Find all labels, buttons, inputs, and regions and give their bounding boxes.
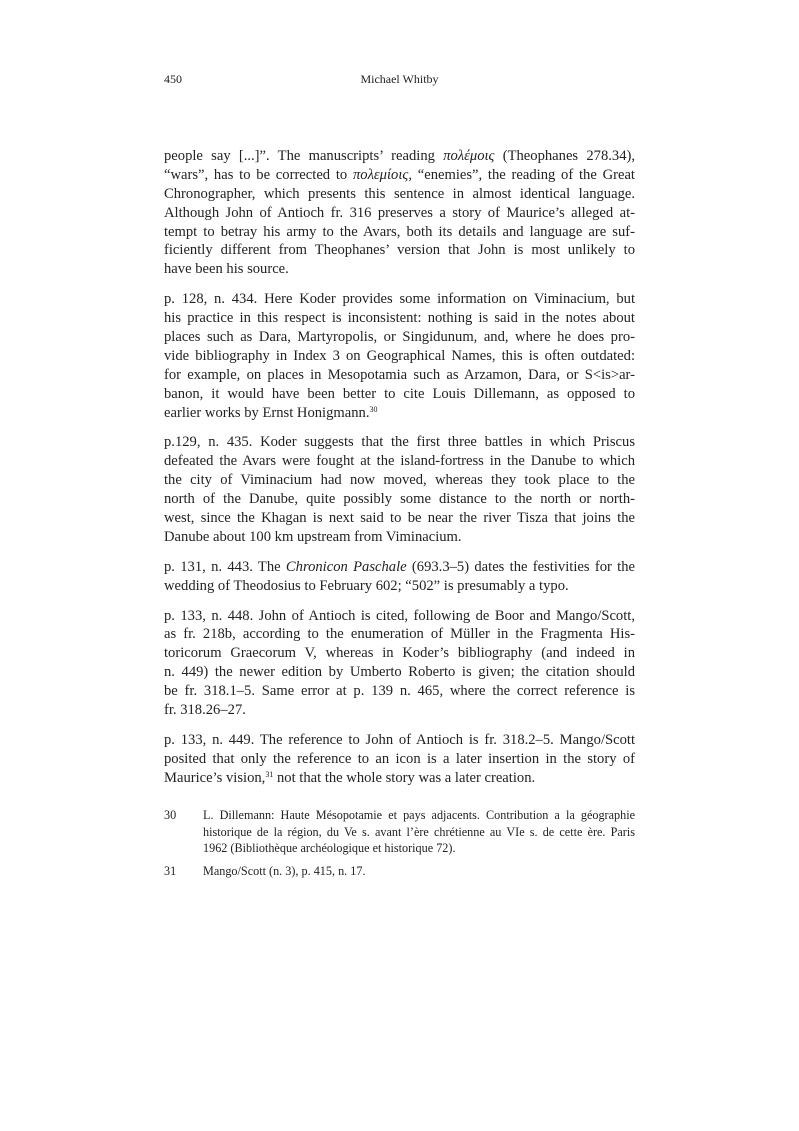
paragraph [164,558,635,596]
footnote-reference[interactable]: 31 [265,769,274,779]
text-run: Maurice’s vision, [164,769,266,786]
text-line [164,241,635,260]
text-line [164,558,635,577]
text-run: p. 133, n. 448. John of Antioch is cited, following de Boor and Mango/Scott, [164,607,635,624]
text-line [164,328,635,347]
italic-text: πολεμίοις [352,166,409,183]
text-run: earlier works by Ernst Honigmann. [164,404,370,421]
text-line [164,385,635,404]
text-run: Although John of Antioch fr. 316 preserves a story of Maurice’s alleged at- [164,204,635,221]
text-run: “wars”, has to be corrected to [164,166,353,183]
italic-text: Chronicon Paschale [285,558,407,575]
text-run: the city of Viminacium had now moved, whereas they took place to the [164,472,635,489]
text-line [164,347,635,366]
text-run: be fr. 318.1–5. Same error at p. 139 n. 465, where the correct reference is [164,683,635,700]
text-run: (693.3–5) dates the festivities for the [406,558,635,575]
footnote [164,807,635,857]
text-line [164,528,635,547]
text-run: places such as Dara, Martyropolis, or Singidunum, and, where he does pro- [164,329,635,346]
text-line [164,731,635,750]
text-run: have been his source. [164,261,289,278]
text-line [164,147,635,166]
text-line [164,404,635,423]
footnote-reference[interactable]: 30 [369,404,378,414]
text-run: banon, it would have been better to cite Louis Dillemann, as opposed to [164,385,635,402]
text-line [164,290,635,309]
text-line [164,607,635,626]
text-line [164,452,635,471]
text-run: not that the whole story was a later creation. [273,769,536,786]
text-line [203,840,635,857]
text-run: L. Dillemann: Haute Mésopotamie et pays adjacents. Contribution a la géographie [203,808,635,822]
paragraph [164,607,635,720]
text-run: wedding of Theodosius to February 602; “502” is presumably a typo. [164,577,569,594]
paragraph [164,433,635,546]
text-run: n. 449) the newer edition by Umberto Roberto is given; the citation should [164,664,635,681]
text-line [164,509,635,528]
footnote-number: 30 [164,808,177,822]
text-run: Chronographer, which presents this sentence in almost identical language. [164,185,635,202]
text-run: p. 131, n. 443. The [164,558,286,575]
body-text [164,147,635,799]
text-run: tempt to betray his army to the Avars, both its details and language are suf- [164,223,635,240]
text-run: Mango/Scott (n. 3), p. 415, n. 17. [203,864,366,878]
text-line [164,644,635,663]
text-run: as fr. 218b, according to the enumeration of Müller in the Fragmenta His- [164,626,635,643]
running-head: Michael Whitby [360,72,439,86]
text-line [203,824,635,841]
text-run: west, since the Khagan is next said to be near the river Tisza that joins the [164,510,635,527]
text-run: north of the Danube, quite possibly some distance to the north or north- [164,491,635,508]
text-run: for example, on places in Mesopotamia such as Arzamon, Dara, or S<is>ar- [164,366,635,383]
paragraph [164,290,635,422]
text-run: Danube about 100 km upstream from Viminacium. [164,528,462,545]
text-run: p. 128, n. 434. Here Koder provides some information on Viminacium, but [164,291,635,308]
text-line [203,807,635,824]
text-run: ficiently different from Theophanes’ version that John is most unlikely to [164,242,635,259]
text-line [164,309,635,328]
italic-text: πολέμοις [443,148,495,164]
text-line [164,577,635,596]
text-run: (Theophanes 278.34), [494,148,635,164]
text-run: p.129, n. 435. Koder suggests that the first three battles in which Priscus [164,434,635,451]
text-line [164,366,635,385]
text-line [164,471,635,490]
text-run: fr. 318.26–27. [164,702,246,719]
text-line [164,204,635,223]
text-line [164,185,635,204]
text-run: vide bibliography in Index 3 on Geographical Names, this is often outdated: [164,347,635,364]
text-line [164,166,635,185]
text-run: defeated the Avars were fought at the island-fortress in the Danube to which [164,453,635,470]
text-line [164,490,635,509]
text-run: p. 133, n. 449. The reference to John of Antioch is fr. 318.2–5. Mango/Scott [164,731,635,748]
text-run: 1962 (Bibliothèque archéologique et historique 72). [203,841,456,855]
paragraph [164,147,635,279]
paragraph [164,731,635,788]
text-run: his practice in this respect is inconsistent: nothing is said in the notes about [164,310,635,327]
text-line [164,260,635,279]
text-line [164,625,635,644]
text-run: toricorum Graecorum V, whereas in Koder’s bibliography (and indeed in [164,645,635,662]
text-line [164,750,635,769]
text-line [164,223,635,242]
text-run: posited that only the reference to an icon is a later insertion in the story of [164,750,635,767]
footnote-number: 31 [164,864,177,878]
text-run: historique de la région, du Ve s. avant l’ère chrétienne au VIe s. de cette ère. Paris [203,824,635,839]
text-run: people say [...]”. The manuscripts’ reading [164,148,444,164]
text-line [164,701,635,720]
text-run: , “enemies”, the reading of the Great [408,166,635,183]
text-line [164,663,635,682]
text-line [164,769,635,788]
page-number: 450 [164,72,182,86]
text-line [164,433,635,452]
text-line [164,682,635,701]
footnotes [164,807,635,886]
footnote [164,863,635,880]
text-line [203,863,635,880]
